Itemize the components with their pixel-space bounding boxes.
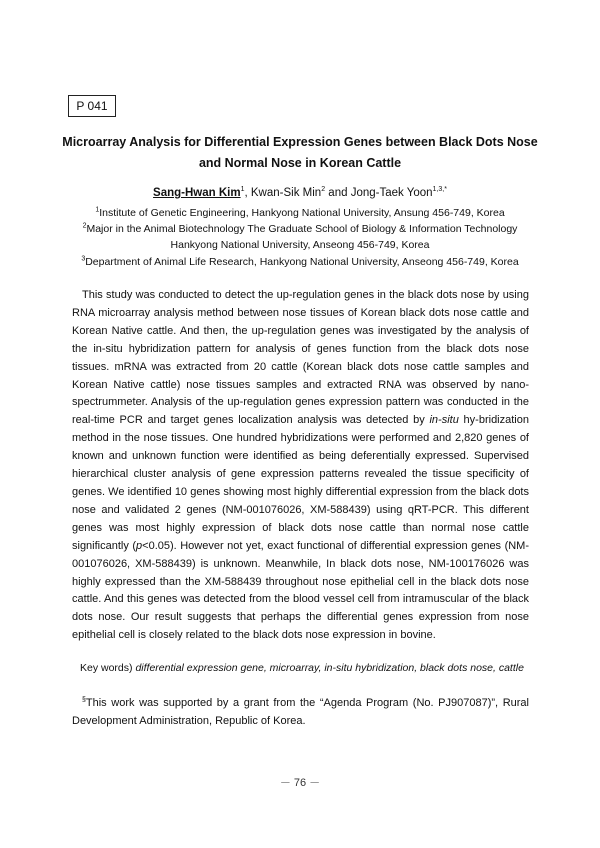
abstract-body xyxy=(72,287,529,645)
affiliation-text: Major in the Animal Biotechnology The Graduate School of Biology & Information Technology xyxy=(86,223,518,236)
author-list xyxy=(40,185,560,201)
author-sup-3: 1,3,* xyxy=(432,186,447,194)
funding-sup: § xyxy=(82,696,86,704)
author-name-1: Sang-Hwan Kim xyxy=(153,187,241,199)
author-name-2: Kwan-Sik Min xyxy=(250,187,322,199)
keywords-list: differential expression gene, microarray, in-situ hybridization, black dots nose, cattle xyxy=(135,662,524,674)
page-number: － 76 － xyxy=(279,777,321,789)
affiliation-3 xyxy=(40,254,560,270)
title-line-2: and Normal Nose in Korean Cattle xyxy=(198,156,402,170)
abstract-insitu-italic: in-situ xyxy=(429,414,459,427)
affiliation-sup: 1 xyxy=(95,206,100,214)
abstract-code: P 041 xyxy=(76,99,108,113)
keywords-label: Key words) xyxy=(80,662,136,674)
affiliation-sup: 2 xyxy=(82,222,87,230)
author-separator: and xyxy=(325,187,351,199)
abstract-code-box xyxy=(68,95,116,117)
author-sup-1: 1 xyxy=(240,186,245,194)
paper-title xyxy=(40,132,560,174)
affiliation-2-cont xyxy=(40,237,560,253)
keywords xyxy=(80,660,540,676)
author-separator: , xyxy=(244,187,251,199)
abstract-part-3: <0.05). However not yet, exact functional of differential expression genes (NM-001076026, XM-588439) is unknown. Meanwhile, In black dots nose, NM-100176026 was highly expressed than the XM-588439 throughout nose epithelial cell in the black dots nose cattle. And this genes was detected from the blood vessel cell from intramuscular of the black dots nose. Our result suggests that perhaps the differential genes expression from nose epithelial cell is closely related to the black dots nose expression in bovine. xyxy=(72,539,530,642)
title-line-1: Microarray Analysis for Differential Expression Genes between Black Dots Nose xyxy=(62,135,538,149)
funding-note xyxy=(72,694,529,730)
author-name-3: Jong-Taek Yoon xyxy=(350,187,433,199)
abstract-part-2: hy-bridization method in the nose tissues. One hundred hybridizations were performed and 2,820 genes of known and unknown function were identified as being deferentially expressed. Supervised hierarchical cluster analysis of gene expression patterns revealed the tissue specificity of genes. We identified 10 genes showing most highly differential expression from the black dots nose and validated 2 genes (NM-001076026, XM-588439) using qRT-PCR. This different genes was most highly expression of black dots nose cattle than normal nose cattle significantly ( xyxy=(72,414,529,552)
affiliation-1 xyxy=(40,205,560,221)
affiliation-text: Hankyong National University, Anseong 456-749, Korea xyxy=(170,239,430,252)
abstract-p-italic: p xyxy=(136,539,143,552)
affiliation-sup: 3 xyxy=(81,255,86,263)
author-sup-2: 2 xyxy=(321,186,326,194)
affiliation-text: Institute of Genetic Engineering, Hankyong National University, Ansung 456-749, Korea xyxy=(99,207,505,219)
affiliation-2 xyxy=(40,221,560,237)
affiliation-text: Department of Animal Life Research, Hankyong National University, Anseong 456-749, Korea xyxy=(85,255,519,268)
affiliations xyxy=(40,205,560,270)
abstract-part-1: This study was conducted to detect the up-regulation genes in the black dots nose by using RNA microarray analysis method between nose tissues of Korean black dots nose cattle and Korean Native cattle. And then, the up-regulation genes was investigated by the analysis of the in-situ hybridization pattern for analysis of genes function from the black dots nose tissues. mRNA was extracted from 20 cattle (Korean black dots nose cattle samples and Korean Native cattle) nose tissues samples and extracted RNA was observed by nano-spectrummeter. Analysis of the up-regulation genes expression pattern was conducted in the real-time PCR and target genes localization analysis was detected by xyxy=(72,289,529,427)
funding-text: This work was supported by a grant from the “Agenda Program (No. PJ907087)”, Rural Development Administration, Republic of Korea. xyxy=(72,697,529,727)
